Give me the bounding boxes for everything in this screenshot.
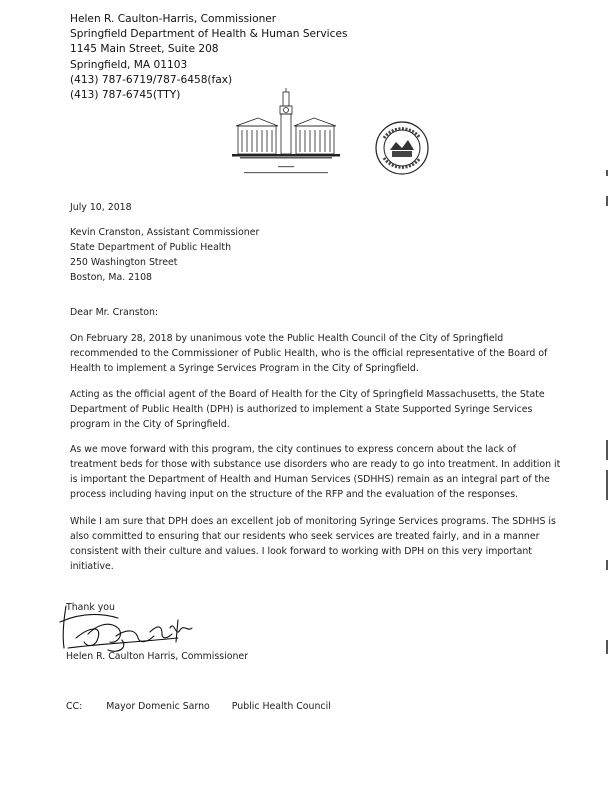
paragraph — [70, 331, 550, 376]
scan-mark — [606, 196, 608, 206]
letterhead-line: Springfield Department of Health & Human Services — [70, 28, 348, 41]
letterhead-line: 1145 Main Street, Suite 208 — [70, 43, 219, 56]
scan-mark — [606, 470, 608, 500]
scan-mark — [606, 640, 608, 654]
paragraph-line: treatment beds for those with substance use disorders who are ready to go into treatment. In addition it — [70, 459, 561, 470]
paragraph-line: initiative. — [70, 561, 114, 572]
paragraph-line: recommended to the Commissioner of Public Health, who is the official representative of the Board of — [70, 348, 548, 359]
paragraph — [70, 387, 550, 432]
recipient-address — [70, 225, 259, 285]
paragraph — [70, 442, 561, 502]
paragraph-line: While I am sure that DPH does an excellent job of monitoring Syringe Services programs. The SDHHS is — [70, 516, 556, 527]
recipient-line: Boston, Ma. 2108 — [70, 272, 153, 283]
department-seal-icon — [374, 120, 430, 176]
paragraph-line: Health to implement a Syringe Services Program in the City of Springfield. — [70, 363, 419, 374]
cc-label: CC: — [66, 701, 83, 712]
cc-recipient: Mayor Domenic Sarno — [106, 701, 210, 712]
letter-date: July 10, 2018 — [70, 202, 132, 213]
paragraph-line: is important the Department of Health and Human Services (SDHHS) remain as an integral part of the — [70, 474, 550, 485]
paragraph-line: Department of Public Health (DPH) is authorized to implement a State Supported Syringe Services — [70, 404, 533, 415]
recipient-line: Kevin Cranston, Assistant Commissioner — [70, 227, 260, 238]
letterhead-line: Springfield, MA 01103 — [70, 58, 188, 71]
letterhead-line: (413) 787-6719/787-6458(fax) — [70, 73, 233, 86]
paragraph-line: program in the City of Springfield. — [70, 419, 230, 430]
scan-mark — [606, 560, 608, 570]
recipient-line: State Department of Public Health — [70, 242, 232, 253]
paragraph-line: On February 28, 2018 by unanimous vote the Public Health Council of the City of Springfield — [70, 333, 504, 344]
cc-recipient: Public Health Council — [231, 701, 331, 712]
salutation: Dear Mr. Cranston: — [70, 307, 159, 318]
letterhead-line: Helen R. Caulton-Harris, Commissioner — [70, 13, 277, 25]
paragraph — [70, 514, 556, 574]
signer-name: Helen R. Caulton Harris, Commissioner — [66, 651, 249, 662]
paragraph-line: consistent with their culture and values. I look forward to working with DPH on this very important — [70, 546, 532, 557]
paragraph-line: process including having input on the structure of the RFP and the evaluation of the responses. — [70, 489, 519, 500]
paragraph-line: As we move forward with this program, the city continues to express concern about the lack of — [70, 444, 517, 455]
letterhead-line: (413) 787-6745(TTY) — [70, 89, 181, 102]
closing: Thank you — [66, 602, 115, 613]
scan-mark — [606, 170, 608, 176]
cc-line — [66, 699, 331, 714]
paragraph-line: also committed to ensuring that our residents who seek services are treated fairly, and in a manner — [70, 531, 540, 542]
scan-mark — [606, 440, 608, 460]
city-hall-seal-icon — [232, 88, 340, 178]
paragraph-line: Acting as the official agent of the Board of Health for the City of Springfield Massachusetts, the State — [70, 389, 545, 400]
recipient-line: 250 Washington Street — [70, 257, 178, 268]
